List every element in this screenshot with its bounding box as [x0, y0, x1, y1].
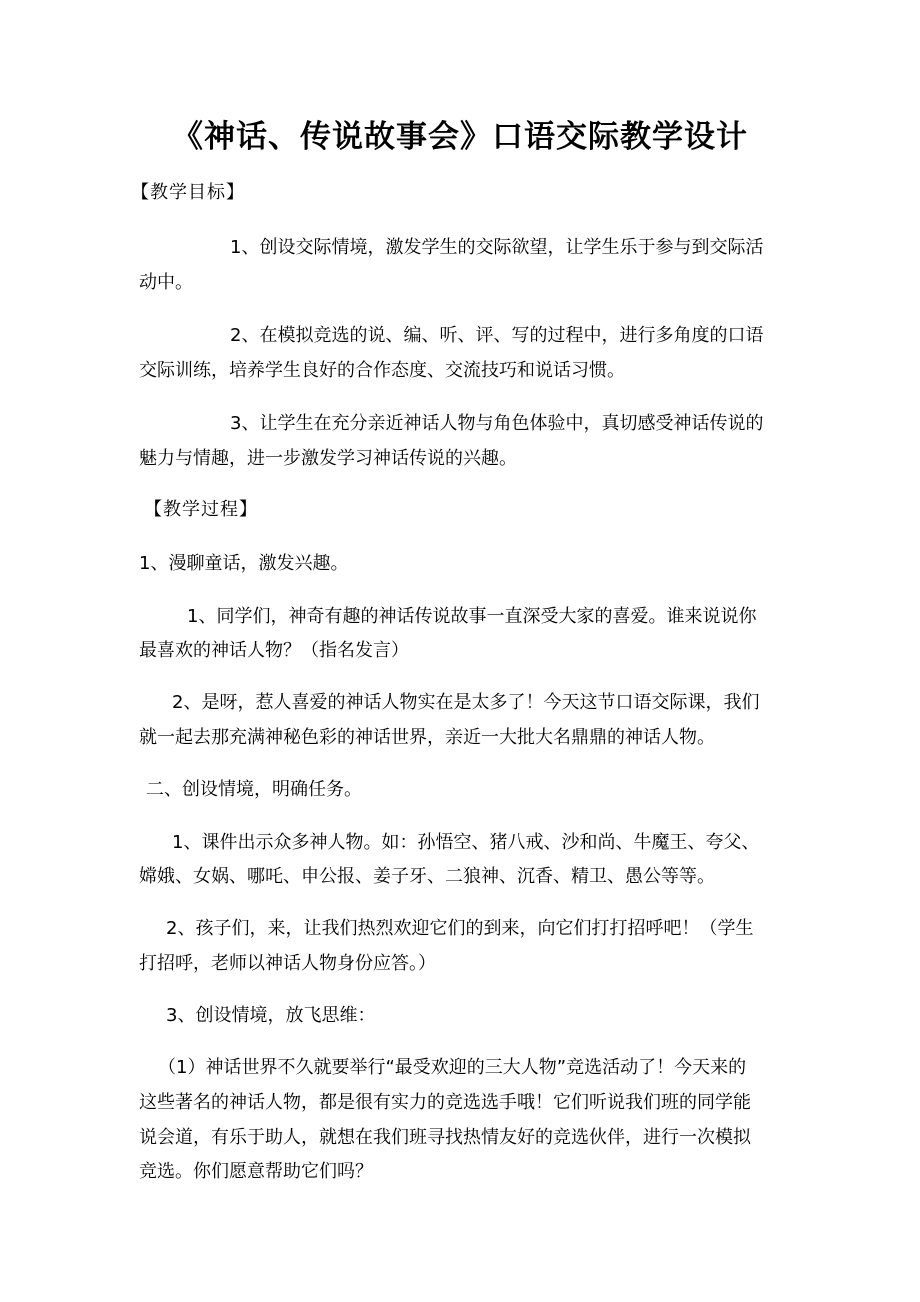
goal-3-line-1: 3、让学生在充分亲近神话人物与角色体验中，真切感受神话传说的: [230, 413, 764, 434]
step-1-heading: 1、漫聊童话，激发兴趣。: [139, 553, 349, 574]
goal-1-line-2: 动中。: [139, 272, 193, 293]
step-2-paragraph-4-line-1: （1）神话世界不久就要举行“最受欢迎的三大人物”竞选活动了！今天来的: [158, 1057, 747, 1078]
step-1-paragraph-2-line-1: 2、是呀，惹人喜爱的神话人物实在是太多了！今天这节口语交际课，我们: [172, 692, 760, 713]
step-2-paragraph-4-line-2: 这些著名的神话人物，都是很有实力的竞选选手哦！它们听说我们班的同学能: [139, 1092, 751, 1113]
step-2-paragraph-1-line-2: 嫦娥、女娲、哪吒、申公报、姜子牙、二狼神、沉香、精卫、愚公等等。: [139, 866, 715, 887]
goals-heading: 【教学目标】: [131, 182, 245, 203]
goal-3-line-2: 魅力与情趣，进一步激发学习神话传说的兴趣。: [139, 448, 517, 469]
step-1-paragraph-1-line-2: 最喜欢的神话人物？（指名发言）: [139, 640, 409, 661]
step-2-heading: 二、创设情境，明确任务。: [146, 779, 362, 800]
goal-2-line-2: 交际训练，培养学生良好的合作态度、交流技巧和说话习惯。: [139, 360, 625, 381]
step-2-paragraph-1-line-1: 1、课件出示众多神人物。如：孙悟空、猪八戒、沙和尚、牛魔王、夸父、: [172, 832, 760, 853]
step-1-paragraph-1-line-1: 1、同学们，神奇有趣的神话传说故事一直深受大家的喜爱。谁来说说你: [187, 606, 757, 627]
step-2-paragraph-3: 3、创设情境，放飞思维：: [166, 1005, 376, 1026]
step-2-paragraph-2-line-2: 打招呼，老师以神话人物身份应答。）: [139, 953, 436, 974]
step-2-paragraph-4-line-4: 竞选。你们愿意帮助它们吗？: [139, 1161, 373, 1182]
step-2-paragraph-4-line-3: 说会道，有乐于助人，就想在我们班寻找热情友好的竞选伙伴，进行一次模拟: [139, 1127, 751, 1148]
goal-2-line-1: 2、在模拟竞选的说、编、听、评、写的过程中，进行多角度的口语: [230, 325, 764, 346]
step-1-paragraph-2-line-2: 就一起去那充满神秘色彩的神话世界，亲近一大批大名鼎鼎的神话人物。: [139, 727, 715, 748]
step-2-paragraph-2-line-1: 2、孩子们，来，让我们热烈欢迎它们的到来，向它们打打招呼吧！（学生: [166, 918, 754, 939]
document-title: 《神话、传说故事会》口语交际教学设计: [172, 119, 748, 155]
goal-1-line-1: 1、创设交际情境，激发学生的交际欲望，让学生乐于参与到交际活: [230, 237, 764, 258]
process-heading: 【教学过程】: [144, 499, 258, 520]
